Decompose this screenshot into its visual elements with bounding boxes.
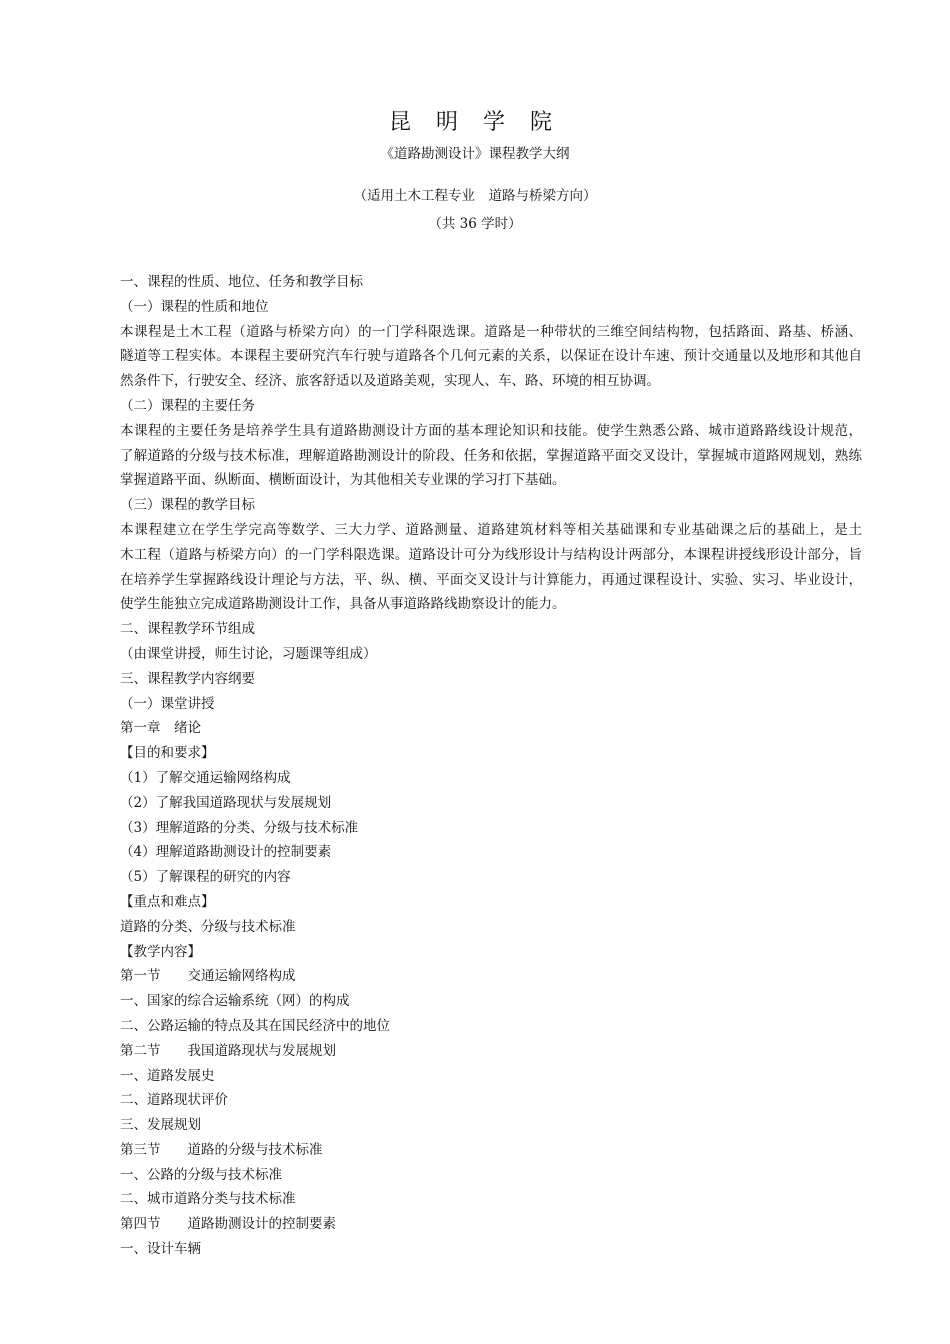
goals-label: 【目的和要求】 xyxy=(120,745,215,762)
goal-item: （1）了解交通运输网络构成 xyxy=(120,769,291,786)
paragraph-goals xyxy=(120,518,862,617)
key-points-text: 道路的分类、分级与技术标准 xyxy=(120,918,296,935)
paragraph-line: 本课程是土木工程（道路与桥梁方向）的一门学科限选课。道路是一种带状的三维空间结构物，包括路面、路基、桥涵、 xyxy=(120,323,862,340)
paragraph-line: 使学生能独立完成道路勘测设计工作，具备从事道路路线勘察设计的能力。 xyxy=(120,596,566,613)
content-item: 第三节 道路的分级与技术标准 xyxy=(120,1141,323,1158)
total-hours: （共 36 学时） xyxy=(428,216,522,232)
goal-item: （3）理解道路的分类、分级与技术标准 xyxy=(120,819,359,836)
institution-title: 昆 明 学 院 xyxy=(389,110,561,135)
section-heading: 二、课程教学环节组成 xyxy=(120,621,255,638)
content-item: 第四节 道路勘测设计的控制要素 xyxy=(120,1216,336,1233)
goal-item: （5）了解课程的研究的内容 xyxy=(120,869,291,886)
paragraph-nature xyxy=(120,320,862,394)
applicable-scope: （适用土木工程专业 道路与桥梁方向） xyxy=(353,188,597,204)
paragraph-line: 在培养学生掌握路线设计理论与方法，平、纵、横、平面交叉设计与计算能力，再通过课程设计、实验、实习、毕业设计， xyxy=(120,571,862,588)
content-item: 第一节 交通运输网络构成 xyxy=(120,968,296,985)
section-note: （由课堂讲授，师生讨论，习题课等组成） xyxy=(120,645,377,662)
content-item: 二、公路运输的特点及其在国民经济中的地位 xyxy=(120,1017,390,1034)
subsection-heading: （一）课堂讲授 xyxy=(120,695,215,712)
paragraph-line: 了解道路的分级与技术标准，理解道路勘测设计的阶段、任务和依据，掌握道路平面交叉设计，掌握城市道路网规划，熟练 xyxy=(120,447,862,464)
content-item: 第二节 我国道路现状与发展规划 xyxy=(120,1042,336,1059)
subsection-heading: （三）课程的教学目标 xyxy=(120,497,255,514)
paragraph-line: 木工程（道路与桥梁方向）的一门学科限选课。道路设计可分为线形设计与结构设计两部分，本课程讲授线形设计部分，旨 xyxy=(120,546,862,563)
subsection-heading: （一）课程的性质和地位 xyxy=(120,298,269,315)
document-subtitle: 《道路勘测设计》课程教学大纲 xyxy=(380,146,570,162)
content-item: 一、设计车辆 xyxy=(120,1241,201,1258)
section-heading: 三、课程教学内容纲要 xyxy=(120,670,255,687)
subsection-heading: （二）课程的主要任务 xyxy=(120,397,255,414)
content-label: 【教学内容】 xyxy=(120,943,201,960)
content-item: 二、道路现状评价 xyxy=(120,1092,228,1109)
paragraph-line: 本课程的主要任务是培养学生具有道路勘测设计方面的基本理论知识和技能。使学生熟悉公路、城市道路路线设计规范， xyxy=(120,422,862,439)
paragraph-tasks xyxy=(120,419,862,493)
content-item: 三、发展规划 xyxy=(120,1117,201,1134)
content-item: 二、城市道路分类与技术标准 xyxy=(120,1191,296,1208)
paragraph-line: 隧道等工程实体。本课程主要研究汽车行驶与道路各个几何元素的关系，以保证在设计车速、预计交通量以及地形和其他自 xyxy=(120,348,862,365)
paragraph-line: 掌握道路平面、纵断面、横断面设计，为其他相关专业课的学习打下基础。 xyxy=(120,472,566,489)
content-item: 一、国家的综合运输系统（网）的构成 xyxy=(120,993,350,1010)
key-points-label: 【重点和难点】 xyxy=(120,893,215,910)
document-body xyxy=(120,270,862,1262)
paragraph-line: 本课程建立在学生学完高等数学、三大力学、道路测量、道路建筑材料等相关基础课和专业基础课之后的基础上，是土 xyxy=(120,521,862,538)
chapter-title: 第一章 绪论 xyxy=(120,720,201,737)
paragraph-line: 然条件下，行驶安全、经济、旅客舒适以及道路美观，实现人、车、路、环境的相互协调。 xyxy=(120,373,660,390)
goal-item: （2）了解我国道路现状与发展规划 xyxy=(120,794,332,811)
content-item: 一、道路发展史 xyxy=(120,1067,215,1084)
section-heading: 一、课程的性质、地位、任务和教学目标 xyxy=(120,274,363,290)
goal-item: （4）理解道路勘测设计的控制要素 xyxy=(120,844,332,861)
content-item: 一、公路的分级与技术标准 xyxy=(120,1166,282,1183)
